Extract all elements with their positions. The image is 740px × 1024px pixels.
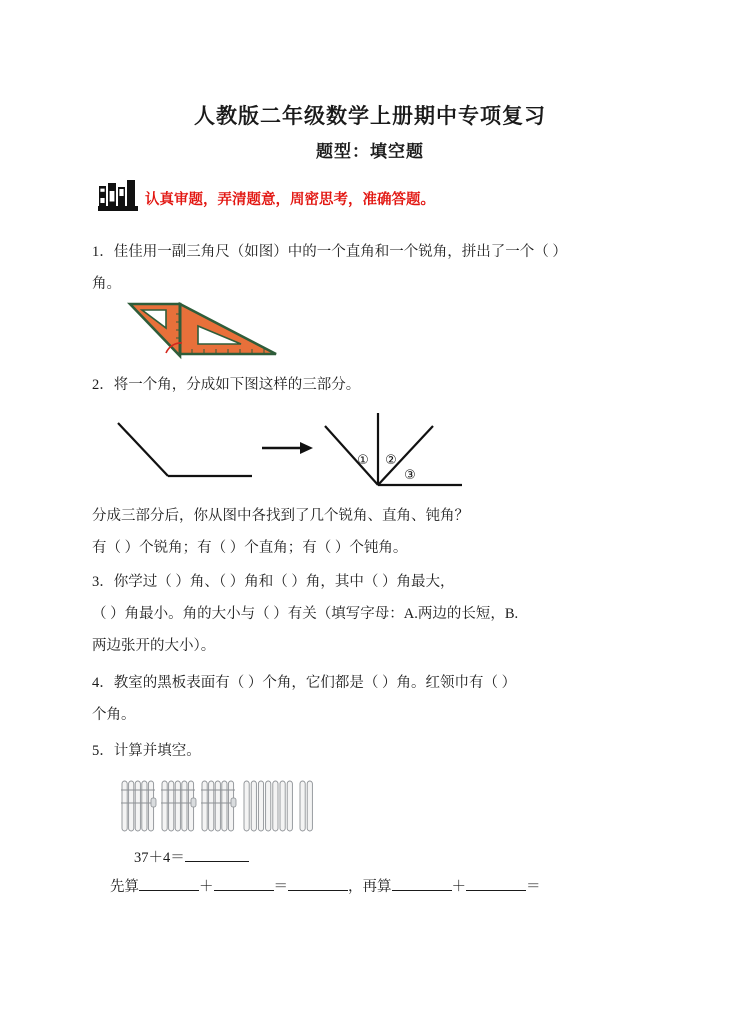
loose-sticks-group	[244, 781, 292, 831]
stick-bundle	[121, 781, 156, 831]
notice-row	[98, 180, 435, 211]
equals-sign: ＝	[273, 879, 288, 895]
angle-label-3: ③	[404, 468, 416, 483]
angle-division-figure	[110, 403, 492, 491]
answer-blank[interactable]	[466, 890, 526, 891]
question-4	[92, 667, 652, 731]
notice-text: 认真审题，弄清题意，周密思考，准确答题。	[145, 191, 435, 208]
counting-sticks-figure	[118, 776, 318, 838]
question-1-line-2: 角。	[92, 276, 121, 292]
equation-text: 37＋4＝	[134, 850, 185, 866]
answer-blank[interactable]	[214, 890, 274, 891]
page-subtitle: 题型：填空题	[316, 142, 424, 162]
question-1-line-1: 1．佳佳用一副三角尺（如图）中的一个直角和一个锐角，拼出了一个（ ）	[92, 244, 567, 260]
plus-sign-2: ＋	[451, 879, 466, 895]
angle-label-1: ①	[357, 453, 369, 468]
answer-blank[interactable]	[185, 861, 249, 862]
question-2-followup	[92, 500, 652, 564]
answer-blank[interactable]	[139, 890, 199, 891]
comma: ，	[348, 879, 363, 895]
page-title: 人教版二年级数学上册期中专项复习	[194, 104, 546, 128]
question-4-line-2: 个角。	[92, 707, 136, 723]
answer-blank[interactable]	[288, 890, 348, 891]
question-2-line-3: 有（ ）个锐角；有（ ）个直角；有（ ）个钝角。	[92, 540, 408, 556]
question-5	[92, 735, 652, 767]
question-4-line-1: 4．教室的黑板表面有（ ）个角，它们都是（ ）角。红领巾有（ ）	[92, 675, 517, 691]
question-3-line-2: （ ）角最小。角的大小与（ ）有关（填写字母：A.两边的长短，B.	[92, 606, 519, 622]
triangle-rulers-figure	[126, 296, 296, 364]
work-prefix: 先算	[110, 879, 139, 895]
equals-sign-2: ＝	[526, 879, 541, 895]
question-5-equation	[134, 843, 654, 873]
question-5-worklines	[110, 872, 630, 902]
question-2-line-2: 分成三部分后，你从图中各找到了几个锐角、直角、钝角？	[92, 508, 469, 524]
loose-sticks-group	[300, 781, 312, 831]
question-2	[92, 369, 652, 401]
arrow-icon	[262, 442, 313, 454]
stick-bundle	[161, 781, 196, 831]
stick-bundle	[201, 781, 236, 831]
question-1	[92, 236, 652, 300]
question-2-line-1: 2．将一个角，分成如下图这样的三部分。	[92, 377, 361, 393]
plus-sign: ＋	[199, 879, 214, 895]
question-3	[92, 566, 652, 662]
question-5-line-1: 5．计算并填空。	[92, 743, 201, 759]
angle-label-2: ②	[385, 453, 397, 468]
work-second: 再算	[362, 879, 392, 895]
books-icon	[98, 180, 138, 211]
question-3-line-1: 3．你学过（ ）角、（ ）角和（ ）角，其中（ ）角最大，	[92, 574, 455, 590]
answer-blank[interactable]	[392, 890, 452, 891]
question-3-line-3: 两边张开的大小）。	[92, 638, 216, 654]
